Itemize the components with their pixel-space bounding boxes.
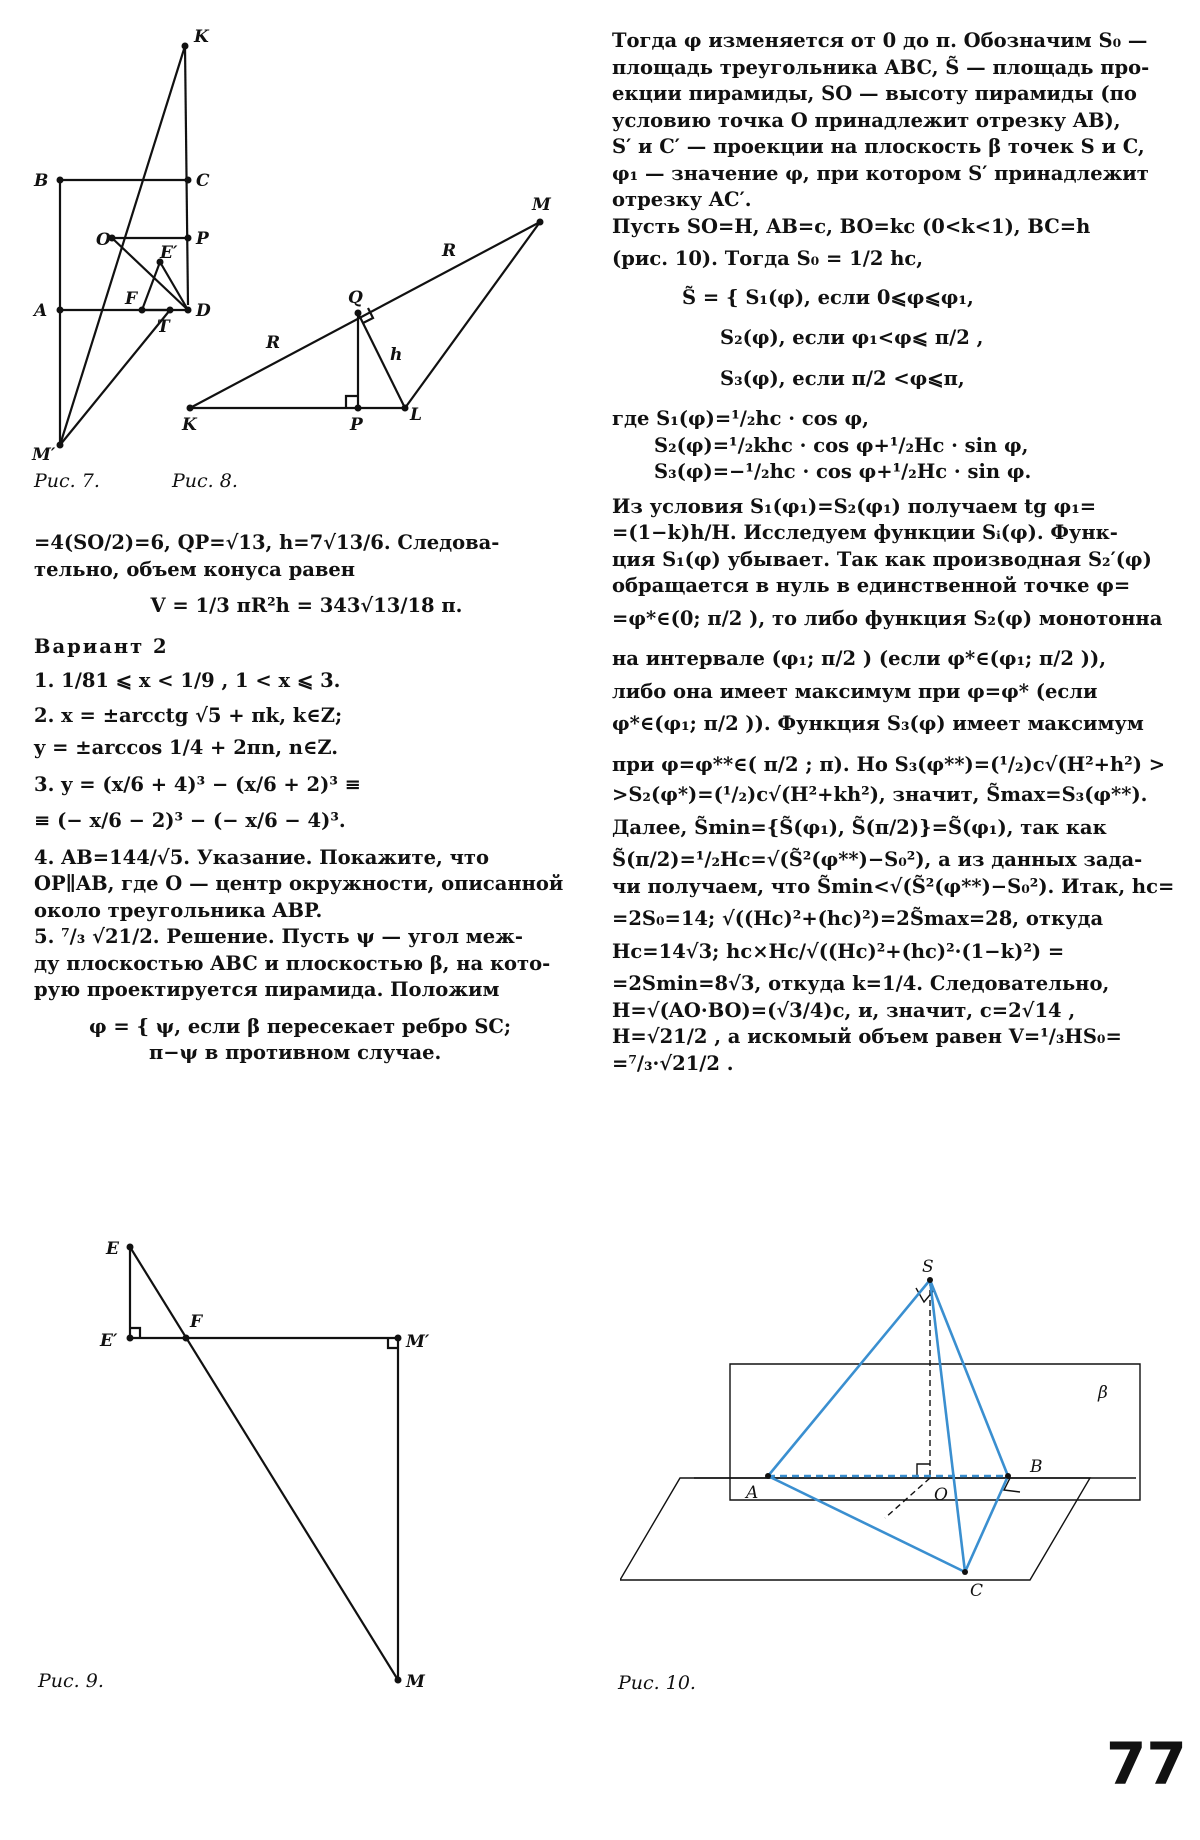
text-line: либо она имеет максимум при φ=φ* (если (612, 679, 1098, 703)
label-F: F (125, 289, 138, 309)
text-line: екции пирамиды, SO — высоту пирамиды (по (612, 82, 1137, 105)
text-line: OP∥AB, где O — центр окружности, описанной (34, 872, 564, 895)
label-E: E (106, 1239, 119, 1259)
case-line: S̃ = { S₁(φ), если 0⩽φ⩽φ₁, (682, 285, 974, 309)
text-line: π−ψ в противном случае. (149, 1041, 442, 1064)
text-line: H=√(AO·BO)=(√3/4)c, и, значит, c=2√14 , (612, 998, 1076, 1022)
text-line: =φ*∈(0; π/2 ), то либо функция S₂(φ) монотонна (612, 606, 1163, 630)
answer-3: 3. y = (x/6 + 4)³ − (x/6 + 2)³ ≡ (34, 772, 362, 796)
label-M: M (532, 195, 551, 215)
label-O: O (96, 230, 111, 250)
page-number: 77 (1106, 1730, 1187, 1798)
label-C: C (970, 1581, 984, 1601)
text-line: на интервале (φ₁; π/2 ) (если φ*∈(φ₁; π/2 )), (612, 647, 1107, 670)
text-line: >S₂(φ*)=(¹/₂)c√(H²+kh²), значит, S̃max=S₃(φ**). (612, 783, 1148, 806)
text-line: Из условия S₁(φ₁)=S₂(φ₁) получаем tg φ₁= (612, 494, 1097, 518)
label-beta: β (1098, 1383, 1108, 1403)
text-line: Пусть SO=H, AB=c, BO=kc (0<k<1), BC=h (612, 214, 1091, 238)
label-M: M (406, 1672, 425, 1692)
text-line: =2S₀=14; √((Hc)²+(hc)²)=2S̃max=28, откуда (612, 907, 1104, 930)
text-line: S̃(π/2)=¹/₂Hc=√(S̃²(φ**)−S₀²), а из данных зада- (612, 848, 1143, 871)
text-line: площадь треугольника ABC, S̃ — площадь про- (612, 55, 1150, 79)
caption-fig8: Рис. 8. (172, 470, 238, 492)
text-line: φ₁ — значение φ, при котором S′ принадлежит (612, 161, 1149, 185)
caption-fig10: Рис. 10. (618, 1672, 696, 1694)
text-line: S′ и C′ — проекции на плоскость β точек S и C, (612, 135, 1145, 158)
label-A: A (34, 301, 48, 321)
figure-9 (90, 1230, 470, 1700)
label-T: T (157, 317, 170, 337)
figure-10 (620, 1250, 1170, 1650)
right-column (612, 28, 1175, 1077)
label-D: D (196, 301, 211, 321)
caption-fig7: Рис. 7. (34, 470, 100, 492)
text-line: =(1−k)h/H. Исследуем функции Sᵢ(φ). Функ- (612, 521, 1118, 544)
text-line: около треугольника ABP. (34, 898, 323, 922)
section-heading: Вариант 2 (34, 634, 169, 658)
text-line: обращается в нуль в единственной точке φ= (612, 574, 1131, 597)
answer-1: 1. 1/81 ⩽ x < 1/9 , 1 < x ⩽ 3. (34, 669, 341, 692)
label-K: K (182, 415, 197, 435)
label-E-prime: E′ (160, 243, 178, 263)
label-S: S (922, 1257, 934, 1277)
label-R-upper: R (442, 241, 457, 261)
text-line: =2Smin=8√3, откуда k=1/4. Следовательно, (612, 972, 1110, 995)
label-M-prime: M′ (406, 1332, 430, 1352)
text-line: Далее, S̃min={S̃(φ₁), S̃(π/2)}=S̃(φ₁), так как (612, 815, 1107, 839)
label-Q: Q (348, 288, 363, 308)
text-line: при φ=φ**∈( π/2 ; π). Но S₃(φ**)=(¹/₂)c√(H²+h²) > (612, 752, 1166, 776)
formula-volume: V = 1/3 πR²h = 343√13/18 π. (150, 594, 463, 617)
label-O: O (934, 1485, 948, 1505)
text-line: где S₁(φ)=¹/₂hc · cos φ, (612, 407, 869, 430)
text-line: отрезку AC′. (612, 188, 752, 211)
text-line: S₃(φ)=−¹/₂hc · cos φ+¹/₂Hc · sin φ. (654, 460, 1032, 483)
label-E-prime: E′ (100, 1331, 118, 1351)
label-A: A (746, 1483, 759, 1503)
text-line: Hc=14√3; hc×Hc/√((Hc)²+(hc)²·(1−k)²) = (612, 939, 1065, 963)
text-line: ду плоскостью ABC и плоскостью β, на кото- (34, 951, 551, 975)
label-R-lower: R (266, 333, 281, 353)
label-L: L (410, 405, 422, 425)
caption-fig9: Рис. 9. (38, 1670, 104, 1692)
text-line: =⁷/₃·√21/2 . (612, 1051, 734, 1075)
text-line: условию точка O принадлежит отрезку AB), (612, 108, 1121, 132)
label-F: F (190, 1312, 203, 1332)
label-h: h (390, 345, 403, 365)
answer-2: 2. x = ±arcctg √5 + πk, k∈Z; (34, 703, 343, 727)
label-B: B (34, 171, 49, 191)
figure-8 (170, 180, 570, 440)
label-P: P (350, 415, 363, 435)
text-line: φ*∈(φ₁; π/2 )). Функция S₃(φ) имеет максимум (612, 712, 1144, 735)
answer-4: 4. AB=144/√5. Указание. Покажите, что (34, 845, 489, 869)
label-M-prime: M′ (32, 445, 56, 460)
text-line: y = ±arccos 1/4 + 2πn, n∈Z. (34, 736, 339, 759)
text-line: Тогда φ изменяется от 0 до π. Обозначим S₀ — (612, 29, 1148, 52)
text-line: чи получаем, что S̃min<√(S̃²(φ**)−S₀²). Итак, hc= (612, 874, 1175, 898)
text-line: ≡ (− x/6 − 2)³ − (− x/6 − 4)³. (34, 809, 346, 832)
text-line: =4(SO/2)=6, QP=√13, h=7√13/6. Следова- (34, 531, 500, 554)
text-line: тельно, объем конуса равен (34, 557, 356, 581)
text-line: (рис. 10). Тогда S₀ = 1/2 hc, (612, 247, 924, 270)
answer-5: 5. ⁷/₃ √21/2. Решение. Пусть ψ — угол меж- (34, 925, 523, 948)
label-B: B (1030, 1457, 1043, 1477)
label-C: C (196, 171, 210, 191)
label-K: K (194, 27, 209, 47)
left-column (34, 530, 579, 1067)
case-line: S₃(φ), если π/2 <φ⩽π, (720, 366, 965, 390)
label-P: P (196, 229, 209, 249)
text-line: φ = { ψ, если β пересекает ребро SC; (89, 1014, 512, 1038)
text-line: S₂(φ)=¹/₂khc · cos φ+¹/₂Hc · sin φ, (654, 433, 1029, 457)
text-line: H=√21/2 , а искомый объем равен V=¹/₃HS₀= (612, 1025, 1122, 1048)
case-line: S₂(φ), если φ₁<φ⩽ π/2 , (720, 326, 984, 349)
text-line: ция S₁(φ) убывает. Так как производная S₂′(φ) (612, 547, 1152, 571)
text-line: рую проектируется пирамида. Положим (34, 978, 500, 1001)
